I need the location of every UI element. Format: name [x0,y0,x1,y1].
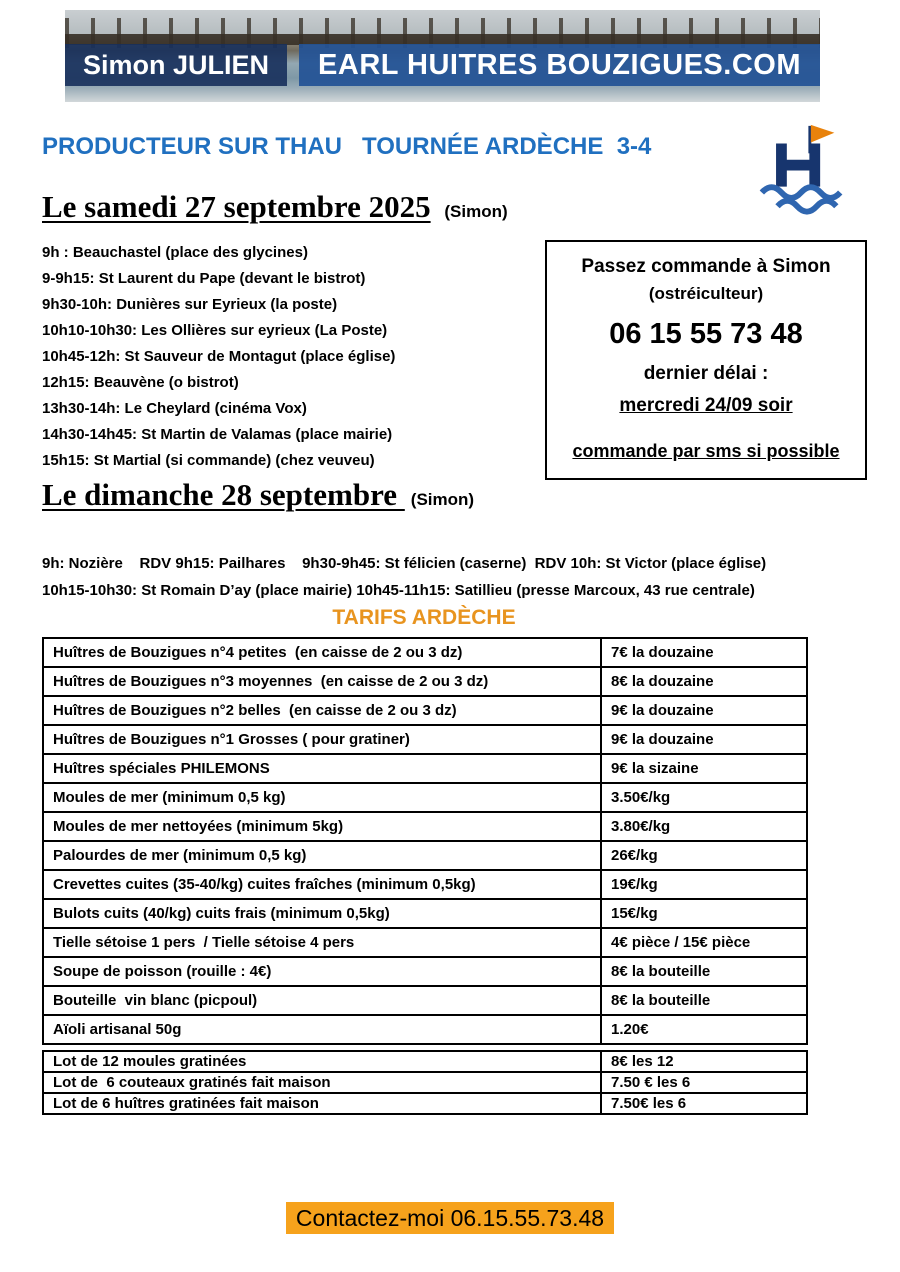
item-cell: Lot de 6 huîtres gratinées fait maison [43,1093,601,1114]
banner-strip [65,44,820,86]
price-cell: 7€ la douzaine [601,638,807,667]
price-cell: 4€ pièce / 15€ pièce [601,928,807,957]
sunday-schedule [42,550,858,604]
saturday-title-text: Le samedi 27 septembre 2025 [42,189,431,224]
sunday-title-text: Le dimanche 28 septembre [42,477,405,512]
price-cell: 19€/kg [601,870,807,899]
order-phone: 06 15 55 73 48 [609,318,803,350]
order-box-line2: (ostréiculteur) [648,284,764,303]
item-cell: Tielle sétoise 1 pers / Tielle sétoise 4 pers [43,928,601,957]
saturday-title [42,190,858,224]
item-cell: Bouteille vin blanc (picpoul) [43,986,601,1015]
price-cell: 1.20€ [601,1015,807,1044]
price-cell: 9€ la douzaine [601,696,807,725]
sunday-subtitle: (Simon) [410,490,475,509]
item-cell: Bulots cuits (40/kg) cuits frais (minimum 0,5kg) [43,899,601,928]
saturday-schedule [42,240,522,474]
schedule-item: 9h30-10h: Dunières sur Eyrieux (la poste) [42,296,338,314]
price-cell: 3.50€/kg [601,783,807,812]
schedule-item: 12h15: Beauvène (o bistrot) [42,374,239,392]
schedule-item: 10h45-12h: St Sauveur de Montagut (place église) [42,348,396,366]
item-cell: Aïoli artisanal 50g [43,1015,601,1044]
schedule-item: 9h : Beauchastel (place des glycines) [42,244,308,262]
footer [0,1205,900,1232]
price-cell: 8€ les 12 [601,1051,807,1072]
table-row [43,638,807,667]
table-row [43,696,807,725]
price-cell: 3.80€/kg [601,812,807,841]
tariffs-table-lots [42,1050,808,1115]
table-row [43,1072,807,1093]
schedule-item: 9h: Nozière RDV 9h15: Pailhares 9h30-9h45: St félicien (caserne) RDV 10h: St Victor (place église) [42,555,767,573]
table-row [43,870,807,899]
table-row [43,754,807,783]
schedule-item: 9-9h15: St Laurent du Pape (devant le bistrot) [42,270,366,288]
price-cell: 7.50€ les 6 [601,1093,807,1114]
brand-name: EARL HUITRES BOUZIGUES.COM [299,44,820,86]
schedule-item: 15h15: St Martial (si commande) (chez veuveu) [42,452,375,470]
schedule-item: 10h10-10h30: Les Ollières sur eyrieux (La Poste) [42,322,388,340]
price-cell: 26€/kg [601,841,807,870]
item-cell: Huîtres spéciales PHILEMONS [43,754,601,783]
price-cell: 8€ la bouteille [601,957,807,986]
table-row [43,841,807,870]
item-cell: Huîtres de Bouzigues n°3 moyennes (en caisse de 2 ou 3 dz) [43,667,601,696]
header-banner [65,10,820,102]
item-cell: Huîtres de Bouzigues n°4 petites (en caisse de 2 ou 3 dz) [43,638,601,667]
table-row [43,1093,807,1114]
saturday-section [42,190,858,474]
schedule-item: 10h15-10h30: St Romain D’ay (place mairie) 10h45-11h15: Satillieu (presse Marcoux, 43 rue centrale) [42,582,755,600]
item-cell: Crevettes cuites (35-40/kg) cuites fraîches (minimum 0,5kg) [43,870,601,899]
price-cell: 9€ la douzaine [601,725,807,754]
footer-contact: Contactez-moi 06.15.55.73.48 [286,1202,614,1234]
sunday-title [42,478,858,512]
tariffs-title: TARIFS ARDÈCHE [332,606,516,629]
price-cell: 8€ la bouteille [601,986,807,1015]
schedule-item: 13h30-14h: Le Cheylard (cinéma Vox) [42,400,307,418]
item-cell: Lot de 12 moules gratinées [43,1051,601,1072]
item-cell: Huîtres de Bouzigues n°2 belles (en caisse de 2 ou 3 dz) [43,696,601,725]
price-cell: 8€ la douzaine [601,667,807,696]
item-cell: Moules de mer (minimum 0,5 kg) [43,783,601,812]
sunday-section [42,478,858,604]
price-cell: 9€ la sizaine [601,754,807,783]
table-row [43,957,807,986]
tariffs-table-main [42,637,808,1045]
item-cell: Soupe de poisson (rouille : 4€) [43,957,601,986]
producer-name: Simon JULIEN [65,44,287,86]
table-row [43,1051,807,1072]
table-row [43,1015,807,1044]
item-cell: Palourdes de mer (minimum 0,5 kg) [43,841,601,870]
table-row [43,783,807,812]
page-title: PRODUCTEUR SUR THAU TOURNÉE ARDÈCHE 3-4 [42,133,652,160]
order-box [545,240,867,480]
table-row [43,812,807,841]
table-row [43,928,807,957]
tariffs-tables [42,637,806,1115]
price-cell: 15€/kg [601,899,807,928]
item-cell: Lot de 6 couteaux gratinés fait maison [43,1072,601,1093]
deadline-date: mercredi 24/09 soir [619,395,793,416]
item-cell: Huîtres de Bouzigues n°1 Grosses ( pour gratiner) [43,725,601,754]
table-row [43,986,807,1015]
order-box-line1: Passez commande à Simon [581,256,831,277]
table-row [43,725,807,754]
table-row [43,667,807,696]
saturday-subtitle: (Simon) [444,202,508,221]
deadline-label: dernier délai : [643,363,769,384]
sms-note: commande par sms si possible [572,441,840,461]
price-cell: 7.50 € les 6 [601,1072,807,1093]
item-cell: Moules de mer nettoyées (minimum 5kg) [43,812,601,841]
table-row [43,899,807,928]
schedule-item: 14h30-14h45: St Martin de Valamas (place mairie) [42,426,393,444]
